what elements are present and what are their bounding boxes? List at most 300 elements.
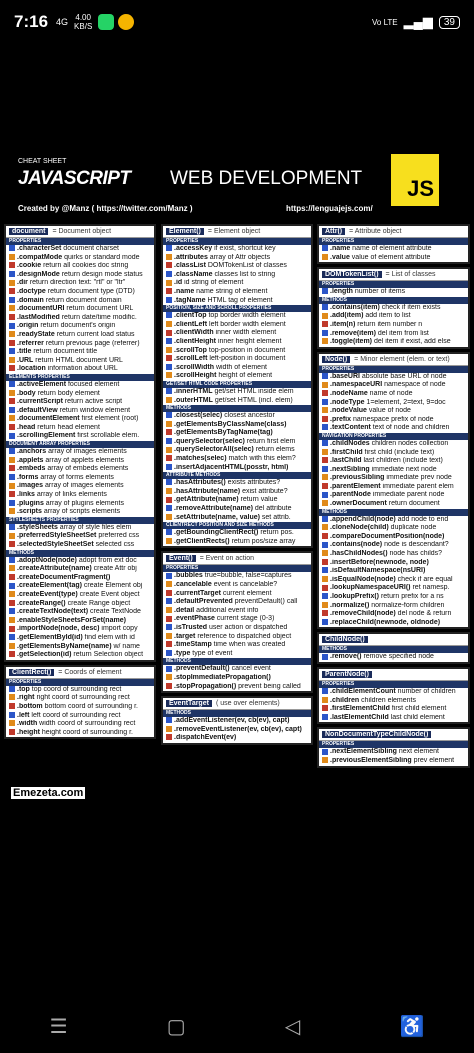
- section-label: STYLESHEETS PROPERTIES: [6, 517, 154, 524]
- member-type-icon: [9, 474, 15, 480]
- member-type-icon: [166, 514, 172, 520]
- member-row: [6, 651, 154, 660]
- member-description: selected css: [93, 541, 135, 548]
- object-box: [161, 551, 313, 693]
- member-row: [319, 524, 468, 533]
- member-type-icon: [322, 500, 328, 506]
- home-icon[interactable]: ▢: [166, 1016, 186, 1038]
- member-name: .referrer: [17, 339, 44, 347]
- member-type-icon: [166, 598, 172, 604]
- member-description: array of applets elements: [43, 456, 124, 464]
- member-name: .activeElement: [17, 380, 67, 388]
- member-row: [163, 665, 311, 674]
- member-name: .matches(selec): [174, 455, 227, 463]
- member-type-icon: [166, 726, 172, 732]
- member-description: first child (include text): [362, 448, 435, 456]
- js-logo: JS: [391, 154, 439, 206]
- member-row: [319, 312, 468, 321]
- member-row: [163, 288, 311, 297]
- member-row: [163, 329, 311, 338]
- member-name: .hasAttribute(name): [174, 487, 241, 495]
- member-row: [319, 338, 468, 347]
- object-description: = List of classes: [385, 271, 436, 279]
- member-type-icon: [166, 321, 172, 327]
- member-type-icon: [9, 634, 15, 640]
- member-type-icon: [9, 703, 15, 709]
- member-name: .currentScript: [17, 398, 63, 406]
- member-row: [6, 694, 154, 703]
- member-name: .createDocumentFragment(): [17, 573, 111, 581]
- member-type-icon: [9, 591, 15, 597]
- member-description: HTML tag of element: [205, 296, 273, 304]
- member-name: .hasAttributes(): [174, 479, 226, 487]
- member-name: .firstElementChild: [330, 705, 390, 713]
- member-type-icon: [166, 633, 172, 639]
- section-label: METHODS: [163, 405, 311, 412]
- member-type-icon: [166, 438, 172, 444]
- member-description: information about URL: [45, 365, 118, 373]
- object-description: = Minor element (elem. or text): [354, 355, 450, 363]
- member-description: height coord of surrounding r.: [39, 728, 133, 736]
- member-row: [319, 602, 468, 611]
- member-type-icon: [166, 505, 172, 511]
- member-type-icon: [166, 590, 172, 596]
- section-label: PROPERTIES: [319, 238, 468, 245]
- box-title: [319, 226, 468, 238]
- member-description: value of node: [366, 407, 411, 415]
- section-label: METHODS: [319, 509, 468, 516]
- section-label: ELEMENTS PROPERTIES: [6, 374, 154, 381]
- member-description: add node to end: [395, 515, 449, 523]
- member-row: [163, 529, 311, 538]
- member-row: [163, 650, 311, 659]
- member-type-icon: [322, 576, 328, 582]
- member-description: array of plugins elements: [43, 499, 124, 507]
- member-type-icon: [9, 500, 15, 506]
- section-label: PROPERTIES: [319, 366, 468, 373]
- member-type-icon: [322, 338, 328, 344]
- menu-icon[interactable]: ☰: [49, 1016, 68, 1038]
- member-type-icon: [9, 305, 15, 311]
- member-description: value of element attribute: [349, 253, 431, 261]
- member-type-icon: [9, 297, 15, 303]
- member-row: [163, 598, 311, 607]
- member-name: .embeds: [17, 465, 46, 473]
- member-row: [319, 373, 468, 382]
- member-name: .doctype: [17, 287, 46, 295]
- member-row: [319, 424, 468, 433]
- member-row: [163, 572, 311, 581]
- member-description: return first elem: [244, 437, 296, 445]
- member-name: .right: [17, 694, 35, 702]
- member-name: .compatMode: [17, 253, 63, 261]
- member-type-icon: [9, 541, 15, 547]
- member-row: [163, 615, 311, 624]
- member-name: .normalize(): [330, 601, 370, 609]
- section-label: METHODS: [163, 658, 311, 665]
- clock: 7:16: [14, 12, 49, 31]
- member-type-icon: [166, 262, 172, 268]
- member-description: true=bubble, false=captures: [202, 572, 292, 580]
- member-name: .left: [17, 711, 30, 719]
- member-name: .forms: [17, 473, 39, 481]
- member-type-icon: [9, 262, 15, 268]
- member-description: array of images elements: [43, 482, 124, 490]
- member-name: .target: [174, 632, 196, 640]
- member-type-icon: [9, 491, 15, 497]
- member-type-icon: [9, 314, 15, 320]
- member-type-icon: [166, 388, 172, 394]
- member-row: [319, 584, 468, 593]
- member-type-icon: [166, 412, 172, 418]
- member-type-icon: [166, 372, 172, 378]
- member-description: DOMTokenList of classes: [205, 262, 287, 270]
- object-box: [161, 224, 313, 548]
- member-row: [319, 619, 468, 628]
- member-name: .isDefaultNamespace(nsURI): [330, 567, 426, 575]
- member-type-icon: [9, 398, 15, 404]
- member-description: get/set HTML (incl. elem): [212, 396, 293, 404]
- member-description: return value: [238, 496, 278, 504]
- member-type-icon: [9, 280, 15, 286]
- member-description: return document URL: [64, 305, 134, 313]
- navigation-bar: [0, 1000, 474, 1053]
- member-row: [163, 245, 311, 254]
- member-row: [163, 683, 311, 692]
- member-type-icon: [166, 254, 172, 260]
- member-row: [163, 479, 311, 488]
- member-type-icon: [9, 433, 15, 439]
- member-name: .nextElementSibling: [330, 748, 397, 756]
- member-description: return document: [386, 500, 440, 508]
- column-right: [317, 224, 470, 771]
- member-description: return document type (DTD): [45, 287, 135, 295]
- member-row: [319, 449, 468, 458]
- member-type-icon: [9, 323, 15, 329]
- member-name: .removeAttribute(name): [174, 505, 253, 513]
- member-type-icon: [322, 533, 328, 539]
- member-type-icon: [9, 288, 15, 294]
- subtitle: CHEAT SHEET: [18, 158, 67, 165]
- member-description: del attribute: [252, 505, 292, 513]
- member-type-icon: [322, 321, 328, 327]
- member-description: return pos.: [258, 529, 294, 537]
- member-name: .outerHTML: [174, 396, 213, 404]
- member-description: width coord of surrounding rect: [37, 720, 136, 728]
- member-type-icon: [166, 288, 172, 294]
- box-title: [319, 729, 468, 741]
- member-description: prevent being called: [236, 682, 301, 690]
- member-type-icon: [9, 245, 15, 251]
- member-row: [6, 245, 154, 254]
- member-description: document charset: [61, 245, 119, 252]
- section-label: METHODS: [163, 710, 311, 717]
- member-row: [6, 508, 154, 517]
- object-tag: ParentNode(): [322, 671, 372, 678]
- member-row: [6, 643, 154, 652]
- member-name: .height: [17, 728, 40, 736]
- site-url: https://lenguajejs.com/: [286, 204, 373, 213]
- object-box: [317, 667, 470, 724]
- member-description: exist attribute?: [240, 487, 288, 495]
- member-description: namespace of node: [382, 381, 446, 389]
- member-name: .getAttribute(name): [174, 496, 239, 504]
- member-type-icon: [166, 464, 172, 470]
- member-description: immediate parent elem: [380, 482, 454, 490]
- member-name: .addEventListener(ev, cb(ev), capt): [174, 717, 290, 725]
- member-description: array of scripts elements: [41, 508, 121, 516]
- member-name: .lastModified: [17, 313, 60, 321]
- member-name: .clientWidth: [174, 329, 214, 337]
- member-type-icon: [9, 600, 15, 606]
- member-row: [163, 254, 311, 263]
- member-description: immediate parent node: [370, 491, 445, 499]
- member-row: [6, 305, 154, 314]
- member-name: .bottom: [17, 702, 43, 710]
- member-description: absolute base URL of node: [359, 372, 447, 380]
- member-row: [6, 288, 154, 297]
- member-description: return HTML document URL: [33, 356, 123, 364]
- member-name: .getElementsByName(name): [17, 642, 112, 650]
- member-type-icon: [322, 416, 328, 422]
- member-row: [319, 407, 468, 416]
- member-row: [6, 415, 154, 424]
- member-name: .currentTarget: [174, 589, 221, 597]
- member-description: height of element: [216, 372, 273, 380]
- member-description: 1=element, 2=text, 9=doc: [364, 398, 446, 406]
- member-type-icon: [322, 705, 328, 711]
- member-row: [6, 457, 154, 466]
- member-type-icon: [322, 610, 328, 616]
- member-name: .type: [174, 649, 191, 657]
- member-description: return active script: [62, 398, 123, 406]
- member-name: .title: [17, 348, 32, 356]
- section-label: NAVIGATION PROPERTIES: [319, 433, 468, 440]
- member-type-icon: [322, 483, 328, 489]
- member-type-icon: [322, 407, 328, 413]
- member-row: [319, 483, 468, 492]
- member-description: right coord of surrounding rect: [34, 694, 130, 702]
- title-bold: JAVASCRIPT: [18, 168, 131, 189]
- object-tag: ClientRect(): [9, 669, 54, 676]
- object-description: = Element object: [207, 228, 261, 235]
- member-type-icon: [322, 304, 328, 310]
- member-name: .defaultView: [17, 406, 58, 414]
- member-type-icon: [9, 608, 15, 614]
- member-row: [163, 464, 311, 473]
- member-row: [163, 590, 311, 599]
- member-row: [6, 297, 154, 306]
- section-label: PROPERTIES: [6, 238, 154, 245]
- member-type-icon: [166, 607, 172, 613]
- member-description: array of Attr objects: [207, 253, 271, 261]
- member-type-icon: [322, 757, 328, 763]
- member-type-icon: [9, 557, 15, 563]
- object-description: ( use over elements): [215, 700, 280, 708]
- member-description: top coord of surrounding rect: [29, 685, 122, 693]
- member-name: .detail: [174, 606, 195, 614]
- object-description: = Document object: [52, 228, 112, 235]
- member-row: [6, 398, 154, 407]
- member-type-icon: [9, 254, 15, 260]
- member-description: create Attr obj: [91, 565, 137, 573]
- member-row: [6, 625, 154, 634]
- member-type-icon: [322, 288, 328, 294]
- object-tag: Element(): [166, 228, 204, 235]
- member-type-icon: [322, 619, 328, 625]
- cheat-sheet-image: [0, 150, 474, 818]
- section-label: PROPERTIES: [163, 565, 311, 572]
- member-name: .scrollLeft: [174, 355, 208, 363]
- member-type-icon: [166, 447, 172, 453]
- member-name: .id: [174, 279, 183, 287]
- member-name: .closest(selec): [174, 412, 223, 420]
- member-row: [163, 607, 311, 616]
- member-row: [163, 372, 311, 381]
- section-label: METHODS: [319, 297, 468, 304]
- member-description: immediate prev node: [384, 474, 452, 482]
- member-row: [319, 748, 468, 757]
- member-row: [319, 416, 468, 425]
- member-name: .dir: [17, 279, 28, 287]
- member-description: get/set HTML inside elem: [212, 387, 294, 395]
- member-name: .isTrusted: [174, 623, 208, 631]
- member-row: [6, 608, 154, 617]
- box-title: [163, 226, 311, 238]
- member-type-icon: [322, 382, 328, 388]
- member-name: .timeStamp: [174, 641, 212, 649]
- member-description: return body element: [35, 389, 100, 397]
- member-name: .anchors: [17, 448, 47, 456]
- member-row: [163, 297, 311, 306]
- member-name: .lookupNamespaceURI(): [330, 584, 411, 592]
- notification-icon: [118, 14, 134, 30]
- title-light: WEB DEVELOPMENT: [170, 168, 363, 189]
- member-type-icon: [166, 573, 172, 579]
- member-type-icon: [166, 734, 172, 740]
- member-name: .appendChild(node): [330, 515, 396, 523]
- member-row: [319, 491, 468, 500]
- member-row: [319, 466, 468, 475]
- member-row: [319, 516, 468, 525]
- member-description: width of element: [214, 363, 267, 371]
- object-tag: NonDocumentTypeChildNode(): [322, 731, 431, 738]
- object-tag: DOMTokenList(): [322, 271, 382, 278]
- member-description: next element: [396, 748, 439, 756]
- member-description: return previous page (referrer): [43, 339, 140, 347]
- member-row: [319, 500, 468, 509]
- member-description: return pos/size array: [229, 537, 296, 545]
- member-row: [319, 559, 468, 568]
- member-type-icon: [166, 581, 172, 587]
- member-name: .ownerDocument: [330, 500, 387, 508]
- back-icon[interactable]: ◁: [284, 1016, 301, 1038]
- member-row: [6, 686, 154, 695]
- member-row: [6, 365, 154, 374]
- member-name: .adoptNode(node): [17, 556, 77, 564]
- member-row: [6, 574, 154, 583]
- member-row: [6, 407, 154, 416]
- member-name: .setAttribute(name, value): [174, 513, 260, 521]
- member-row: [6, 712, 154, 721]
- member-name: .head: [17, 423, 36, 431]
- member-description: cancel event: [229, 665, 271, 673]
- object-box: [4, 224, 156, 662]
- member-type-icon: [166, 488, 172, 494]
- box-title: [319, 269, 468, 281]
- member-description: check if are equal: [395, 575, 453, 583]
- member-row: [6, 381, 154, 390]
- member-name: .body: [17, 389, 36, 397]
- member-type-icon: [9, 357, 15, 363]
- member-description: array of embeds elements: [45, 465, 129, 473]
- member-description: preventDefault() call: [232, 598, 298, 606]
- section-label: PROPERTIES: [6, 679, 154, 686]
- member-name: .origin: [17, 322, 39, 330]
- member-type-icon: [322, 567, 328, 573]
- member-type-icon: [9, 448, 15, 454]
- member-type-icon: [322, 254, 328, 260]
- member-description: last children (include text): [361, 457, 443, 465]
- battery-icon: 39: [439, 16, 460, 29]
- member-name: .nodeType: [330, 398, 365, 406]
- network-speed: 4.00 KB/S: [74, 13, 93, 31]
- member-description: return elems: [253, 446, 295, 454]
- member-type-icon: [166, 717, 172, 723]
- member-name: .innerHTML: [174, 387, 213, 395]
- status-bar: [0, 0, 474, 44]
- member-row: [163, 488, 311, 497]
- member-type-icon: [322, 749, 328, 755]
- signal-bars-icon: ▂▄▆: [403, 14, 433, 29]
- section-label: GET/SET HTML CODE PROPERTIES: [163, 381, 311, 388]
- member-type-icon: [166, 330, 172, 336]
- member-name: .cookie: [17, 262, 42, 270]
- member-row: [163, 262, 311, 271]
- accessibility-icon[interactable]: ♿: [399, 1016, 425, 1038]
- member-description: return prefix for a ns: [379, 593, 444, 600]
- member-name: .location: [17, 365, 46, 373]
- member-description: immediate next node: [369, 465, 437, 473]
- member-row: [163, 633, 311, 642]
- member-description: number of children: [395, 687, 456, 695]
- member-type-icon: [9, 407, 15, 413]
- member-type-icon: [9, 415, 15, 421]
- member-type-icon: [166, 429, 172, 435]
- member-row: [6, 322, 154, 331]
- member-name: .scrollingElement: [17, 432, 76, 440]
- member-row: [6, 541, 154, 550]
- member-row: [6, 357, 154, 366]
- member-name: .add(item): [330, 312, 364, 320]
- member-row: [6, 331, 154, 340]
- member-name: .querySelector(selec): [174, 437, 245, 445]
- member-name: .eventPhase: [174, 615, 215, 623]
- section-label: CLIENTRECT POSITION AND SIZE METHODS: [163, 522, 311, 529]
- section-label: DOCUMENT ARRAY PROPERTIES: [6, 441, 154, 448]
- member-type-icon: [322, 697, 328, 703]
- member-row: [6, 474, 154, 483]
- member-name: .previousSibling: [330, 474, 385, 482]
- member-name: .lookupPrefix(): [330, 593, 380, 600]
- member-row: [163, 397, 311, 406]
- section-label: ATTRIBUTE METHODS: [163, 472, 311, 479]
- member-description: create Range object: [65, 599, 131, 607]
- member-row: [319, 541, 468, 550]
- member-row: [319, 399, 468, 408]
- member-description: top border width element: [206, 312, 286, 320]
- member-type-icon: [322, 373, 328, 379]
